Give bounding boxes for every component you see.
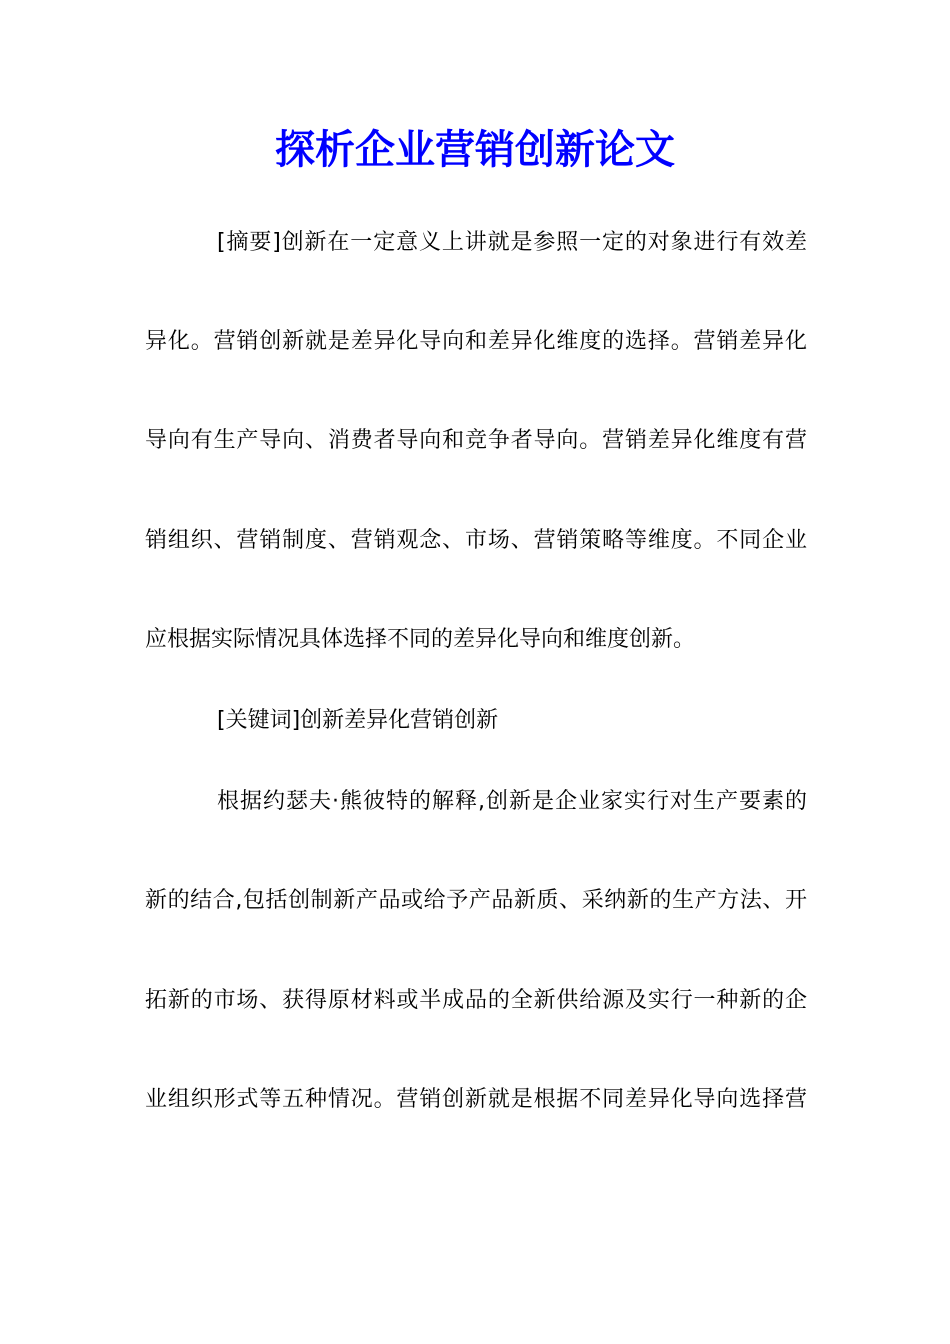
body-line-1: 根据约瑟夫·熊彼特的解释,创新是企业家实行对生产要素的 [217, 789, 807, 814]
abstract-line-1: [摘要]创新在一定意义上讲就是参照一定的对象进行有效差 [217, 230, 807, 255]
body-line-4: 业组织形式等五种情况。营销创新就是根据不同差异化导向选择营 [145, 1087, 807, 1112]
abstract-line-3: 导向有生产导向、消费者导向和竞争者导向。营销差异化维度有营 [145, 428, 807, 453]
abstract-line-5: 应根据实际情况具体选择不同的差异化导向和维度创新。 [145, 627, 696, 652]
body-line-3: 拓新的市场、获得原材料或半成品的全新供给源及实行一种新的企 [145, 988, 807, 1013]
body-line-2: 新的结合,包括创制新产品或给予产品新质、采纳新的生产方法、开 [145, 888, 807, 913]
abstract-line-4: 销组织、营销制度、营销观念、市场、营销策略等维度。不同企业 [145, 528, 807, 553]
keywords-line-1: [关键词]创新差异化营销创新 [217, 708, 499, 733]
page-title: 探析企业营销创新论文 [275, 126, 675, 173]
abstract-line-2: 异化。营销创新就是差异化导向和差异化维度的选择。营销差异化 [145, 329, 807, 354]
